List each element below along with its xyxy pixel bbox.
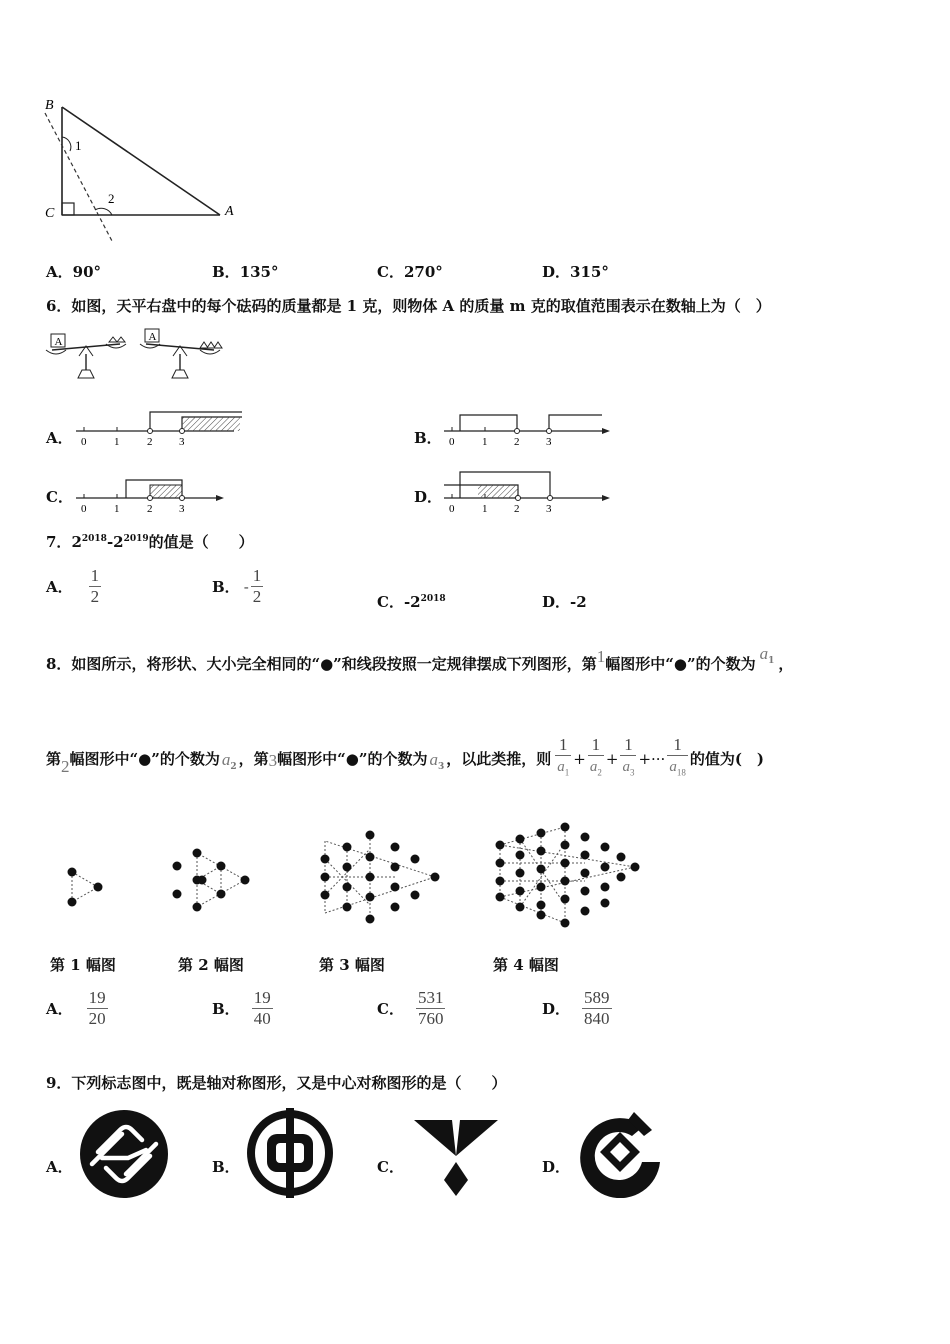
svg-text:A: A — [54, 336, 63, 348]
caption-fig-2: 第 2 幅图 — [178, 956, 244, 974]
q8-stem-line2: 第 2 幅图形中“●”的个数为 $a_2$ ，第 3 幅图形中“●”的个数为 $a_3$ ，以此类推，则 $\frac{1}{a_1}$ + $\frac{1}{a_2}$ + $\frac{1}{a_3}$ +··· $\frac{1}{a_{18}}$ 的值为( ) — [46, 735, 764, 782]
q5-option-c[interactable]: C．270° — [377, 263, 443, 281]
q5-option-a[interactable]: A．90° — [46, 263, 102, 281]
fraction: $\frac{531}{760}$ — [417, 988, 444, 1028]
svg-text:0: 0 — [81, 503, 87, 515]
svg-text:1: 1 — [482, 436, 488, 448]
triangle-figure — [40, 95, 250, 245]
svg-text:2: 2 — [147, 503, 153, 515]
svg-text:A: A — [148, 331, 157, 343]
fraction: $\frac{1}{a_3}$ — [622, 735, 635, 778]
q9-option-d[interactable]: D． — [542, 1158, 571, 1176]
number-line-d — [442, 468, 617, 516]
svg-text:0: 0 — [449, 436, 455, 448]
fraction: $\frac{19}{40}$ — [253, 988, 271, 1028]
q9-option-c[interactable]: C． — [377, 1158, 404, 1176]
fraction: $\frac{589}{840}$ — [584, 988, 610, 1028]
balance-scales-figure — [44, 326, 224, 384]
svg-text:2: 2 — [514, 436, 520, 448]
fraction: $\frac{1}{2}$ — [90, 566, 100, 606]
label-A: A — [225, 204, 234, 219]
fraction: $\frac{19}{20}$ — [88, 988, 106, 1028]
q8-stem-line1: 8．如图所示，将形状、大小完全相同的“●”和线段按照一定规律摆成下列图形，第 1 幅图形中“●”的个数为 $a_1$ ， — [46, 644, 794, 673]
q7-option-d[interactable]: D．-2 — [542, 593, 587, 611]
q7-option-c[interactable]: C．$-2^{2018}$ — [377, 593, 446, 611]
fraction: $\frac{1}{a_2}$ — [589, 735, 602, 778]
fraction: $\frac{1}{2}$ — [252, 566, 262, 606]
number-line-c — [74, 474, 234, 516]
q8-option-b[interactable]: B． $\frac{19}{40}$ — [212, 988, 271, 1028]
caption-fig-3: 第 3 幅图 — [319, 956, 385, 974]
label-B: B — [45, 98, 54, 113]
svg-text:3: 3 — [546, 503, 552, 515]
svg-text:0: 0 — [81, 436, 87, 448]
q6-option-b[interactable]: B． — [414, 429, 442, 447]
label-C: C — [45, 206, 55, 221]
logo-c-icon — [412, 1118, 500, 1198]
svg-text:2: 2 — [514, 503, 520, 515]
q6-stem: 6．如图，天平右盘中的每个砝码的质量都是 1 克，则物体 A 的质量 m 克的取值范围表示在数轴上为（ ） — [46, 297, 771, 315]
q8-option-d[interactable]: D． $\frac{589}{840}$ — [542, 988, 610, 1028]
q7-option-b[interactable]: B． - $\frac{1}{2}$ — [212, 566, 262, 606]
fraction: $\frac{1}{a_1}$ — [557, 735, 570, 778]
logo-a-icon — [78, 1108, 170, 1200]
q5-option-b[interactable]: B．135° — [212, 263, 279, 281]
q6-option-a[interactable]: A． — [46, 429, 73, 447]
svg-text:1: 1 — [114, 503, 120, 515]
logo-b-icon — [245, 1106, 335, 1200]
q7-stem: 7．$2^{2018}-2^{2019}$的值是（ ） — [46, 533, 254, 551]
svg-text:0: 0 — [449, 503, 455, 515]
q9-stem: 9．下列标志图中，既是轴对称图形，又是中心对称图形的是（ ） — [46, 1074, 507, 1092]
q6-option-d[interactable]: D． — [414, 488, 443, 506]
caption-fig-1: 第 1 幅图 — [50, 956, 116, 974]
label-angle-1: 1 — [75, 138, 82, 153]
svg-text:3: 3 — [179, 503, 185, 515]
q9-option-b[interactable]: B． — [212, 1158, 240, 1176]
q8-option-a[interactable]: A． $\frac{19}{20}$ — [46, 988, 106, 1028]
svg-text:3: 3 — [179, 436, 185, 448]
svg-text:1: 1 — [114, 436, 120, 448]
q5-option-d[interactable]: D．315° — [542, 263, 609, 281]
q8-option-c[interactable]: C． $\frac{531}{760}$ — [377, 988, 444, 1028]
svg-text:1: 1 — [482, 503, 488, 515]
q7-option-a[interactable]: A． $\frac{1}{2}$ — [46, 566, 100, 606]
caption-fig-4: 第 4 幅图 — [493, 956, 559, 974]
logo-d-icon — [574, 1106, 664, 1198]
fraction: $\frac{1}{a_{18}}$ — [669, 735, 686, 778]
number-line-b — [442, 408, 617, 450]
dot-pattern-figures — [55, 815, 655, 930]
svg-text:3: 3 — [546, 436, 552, 448]
svg-text:2: 2 — [147, 436, 153, 448]
q9-option-a[interactable]: A． — [46, 1158, 73, 1176]
number-line-a — [74, 408, 249, 450]
q6-option-c[interactable]: C． — [46, 488, 73, 506]
label-angle-2: 2 — [108, 191, 115, 206]
